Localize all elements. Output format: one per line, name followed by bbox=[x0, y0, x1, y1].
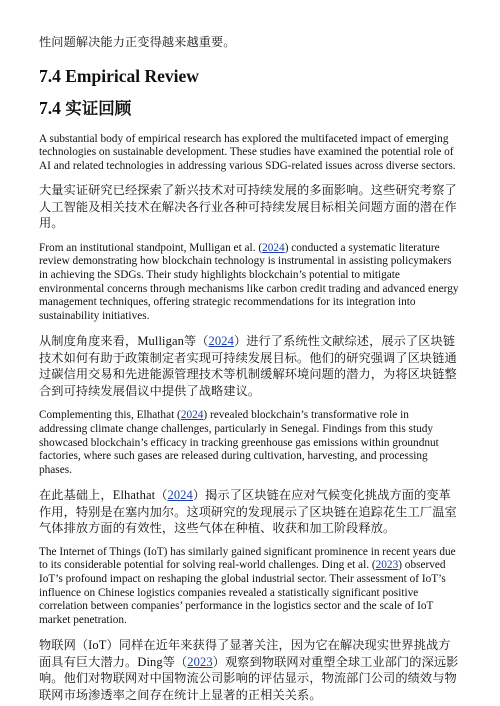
paragraph-3-zh-text-a: 在此基础上， bbox=[39, 488, 113, 503]
paragraph-4-zh-text-b: ）同样在近年来获得了显著关注，因为它在解决现实世界挑战方面具有巨大潜力。 bbox=[39, 638, 451, 669]
paragraph-1-en bbox=[39, 133, 460, 174]
paragraph-3-en-text-b: ) revealed blockchain’s transformative role in addressing climate change challenges, particularly in Senegal. Findings from this study showcased blockchain’s efficacy in tracking greenhouse gas emissions within groundnut factories, where such gases are released during cultivation, harvesting, and processing phases. bbox=[39, 409, 439, 476]
author-name-elhathat: Elhathat bbox=[112, 488, 156, 503]
section-heading-zh bbox=[39, 97, 460, 120]
citation-link-ding-2023-zh[interactable]: 2023 bbox=[187, 654, 213, 669]
paragraph-4-en-text-b: ) observed IoT’s profound impact on reshaping the global industrial sector. Their assessment of IoT’s influence on Chinese logistics companies revealed a statistically significant positive correlation between companies’ performance in the logistics sector and the scale of IoT market penetration. bbox=[39, 559, 446, 626]
citation-link-ding-2023[interactable]: 2023 bbox=[375, 559, 399, 572]
paragraph-1-en-text: A substantial body of empirical research has explored the multifaceted impact of emerging technologies on sustainable development. These studies have examined the potential role of AI and related technologies in addressing various SDG-related issues across diverse sectors. bbox=[39, 132, 456, 172]
paragraph-4-zh-text-c: 等（ bbox=[162, 654, 188, 669]
paragraph-2-zh-text-b: 等（ bbox=[183, 334, 209, 349]
author-name-mulligan: Mulligan bbox=[137, 334, 184, 349]
paragraph-2-zh-text-c: ）进行了系统性文献综述，展示了区块链技术如何有助于政策制定者实现可持续发展目标。他们的研究强调了区块链通过碳信用交易和先进能源管理技术等机制缓解环境问题的潜力，为将区块链整合到可持续发展倡议中提供了战略建议。 bbox=[39, 334, 457, 398]
paragraph-1-zh-text: 大量实证研究已经探索了新兴技术对可持续发展的多面影响。这些研究考察了人工智能及相关技术在解决各行业各种可持续发展目标相关问题方面的潜在作用。 bbox=[39, 183, 457, 231]
section-heading-en bbox=[39, 65, 460, 87]
paragraph-4-zh-text-a: 物联网（ bbox=[39, 638, 89, 653]
paragraph-4-en bbox=[39, 546, 460, 628]
paragraph-4-zh-text-d: ）观察到物联网对重塑全球工业部门的深远影响。他们对物联网对中国物流公司影响的评估显示，物流部门公司的绩效与物联网市场渗透率之间存在统计上显著的正相关关系。 bbox=[39, 654, 459, 702]
fragment-text: 性问题解决能力正变得越来越重要。 bbox=[39, 35, 236, 49]
paragraph-4-zh bbox=[39, 637, 460, 703]
citation-link-mulligan-2024-zh[interactable]: 2024 bbox=[208, 334, 234, 349]
author-name-ding: Ding bbox=[137, 654, 163, 669]
paragraph-3-en bbox=[39, 409, 460, 477]
paragraph-fragment-zh bbox=[39, 34, 460, 51]
paragraph-2-zh bbox=[39, 333, 460, 399]
paragraph-4-en-text-a: The Internet of Things (IoT) has similarly gained significant prominence in recent years due to its considerable potential for solving real-world challenges. Ding et al. ( bbox=[39, 545, 456, 572]
section-heading-zh-number: 7.4 bbox=[39, 97, 66, 118]
paragraph-2-en-text-a: From an institutional standpoint, Mulligan et al. ( bbox=[39, 241, 263, 254]
section-heading-en-text: 7.4 Empirical Review bbox=[39, 65, 199, 86]
paragraph-2-en bbox=[39, 242, 460, 324]
paragraph-3-zh-text-b: （ bbox=[155, 488, 168, 503]
citation-link-elhathat-2024-zh[interactable]: 2024 bbox=[167, 488, 193, 503]
paragraph-2-zh-text-a: 从制度角度来看， bbox=[39, 334, 138, 349]
paragraph-1-zh bbox=[39, 182, 460, 232]
citation-link-mulligan-2024[interactable]: 2024 bbox=[262, 241, 285, 254]
paragraph-2-en-text-b: ) conducted a systematic literature review demonstrating how blockchain technology is instrumental in assisting policymakers in achieving the SDGs. Their study highlights blockchain’s potential to mitigate environmental concerns through mechanisms like carbon credit trading and advanced energy management techniques, offering strategic recommendations for its integration into sustainability initiatives. bbox=[39, 241, 459, 322]
paragraph-3-zh bbox=[39, 487, 460, 537]
citation-link-elhathat-2024[interactable]: 2024 bbox=[180, 409, 204, 422]
section-heading-zh-text: 实证回顾 bbox=[65, 98, 132, 118]
paragraph-3-en-text-a: Complementing this, Elhathat ( bbox=[39, 409, 181, 422]
paragraph-3-zh-text-c: ）揭示了区块链在应对气候变化挑战方面的变革作用，特别是在塞内加尔。这项研究的发现展示了区块链在追踪花生工厂温室气体排放方面的有效性，这些气体在种植、收获和加工阶段释放。 bbox=[39, 488, 457, 536]
abbreviation-iot: IoT bbox=[88, 638, 107, 653]
